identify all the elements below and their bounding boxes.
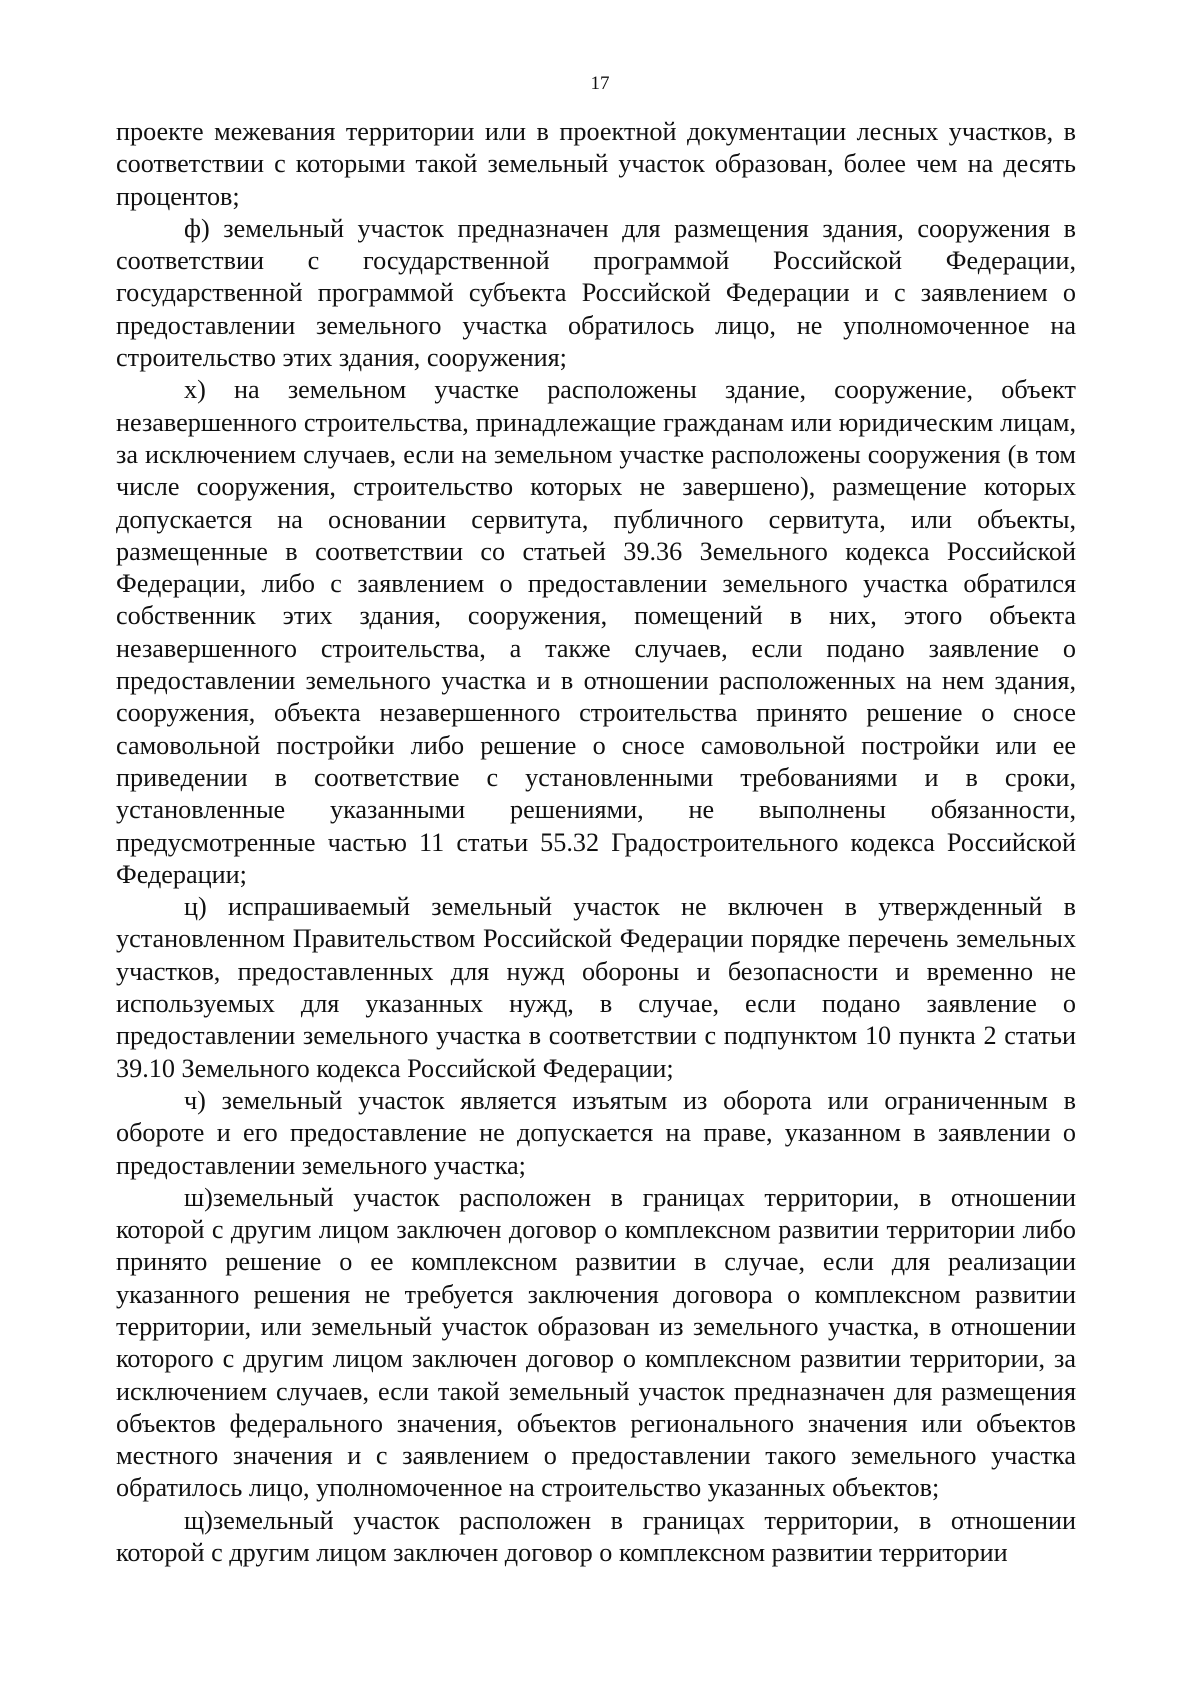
paragraph-item-kh: х) на земельном участке расположены здание, сооружение, объект незавершенного строительства, принадлежащие гражданам или юридическим лицам, за исключением случаев, если на земельном участке расположены сооружения (в том числе сооружения, строительство которых не завершено), размещение которых допускается на основании сервитута, публичного сервитута, или объекты, размещенные в соответствии со статьей 39.36 Земельного кодекса Российской Федерации, либо с заявлением о предоставлении земельного участка обратился собственник этих здания, сооружения, помещений в них, этого объекта незавершенного строительства, а также случаев, если подано заявление о предоставлении земельного участка и в отношении расположенных на нем здания, сооружения, объекта незавершенного строительства принято решение о сносе самовольной постройки либо решение о сносе самовольной постройки или ее приведении в соответствие с установленными требованиями и в сроки, установленные указанными решениями, не выполнены обязанности, предусмотренные частью 11 статьи 55.32 Градостроительного кодекса Российской Федерации; xyxy=(116,375,1076,889)
paragraph-item-ch: ч) земельный участок является изъятым из оборота или ограниченным в обороте и его предоставление не допускается на праве, указанном в заявлении о предоставлении земельного участка; xyxy=(116,1085,1076,1180)
paragraph-item-sh: ш)земельный участок расположен в границах территории, в отношении которой с другим лицом заключен договор о комплексном развитии территории либо принято решение о ее комплексном развитии в случае, если для реализации указанного решения не требуется заключения договора о комплексном развитии территории, или земельный участок образован из земельного участка, в отношении которого с другим лицом заключен договор о комплексном развитии территории, за исключением случаев, если такой земельный участок предназначен для размещения объектов федерального значения, объектов регионального значения или объектов местного значения и с заявлением о предоставлении такого земельного участка обратилось лицо, уполномоченное на строительство указанных объектов; xyxy=(116,1182,1076,1503)
paragraph-item-ts: ц) испрашиваемый земельный участок не включен в утвержденный в установленном Правительством Российской Федерации порядке перечень земельных участков, предоставленных для нужд обороны и безопасности и временно не используемых для указанных нужд, в случае, если подано заявление о предоставлении земельного участка в соответствии с подпунктом 10 пункта 2 статьи 39.10 Земельного кодекса Российской Федерации; xyxy=(116,892,1076,1083)
document-body xyxy=(116,116,1076,1569)
paragraph-continuation: проекте межевания территории или в проектной документации лесных участков, в соответствии с которыми такой земельный участок образован, более чем на десять процентов; xyxy=(116,117,1076,211)
paragraph-item-f: ф) земельный участок предназначен для размещения здания, сооружения в соответствии с государственной программой Российской Федерации, государственной программой субъекта Российской Федерации и с заявлением о предоставлении земельного участка обратилось лицо, не уполномоченное на строительство этих здания, сооружения; xyxy=(116,213,1076,373)
page-number: 17 xyxy=(590,73,610,94)
paragraph-item-shch: щ)земельный участок расположен в границах территории, в отношении которой с другим лицом заключен договор о комплексном развитии территории xyxy=(116,1505,1076,1568)
